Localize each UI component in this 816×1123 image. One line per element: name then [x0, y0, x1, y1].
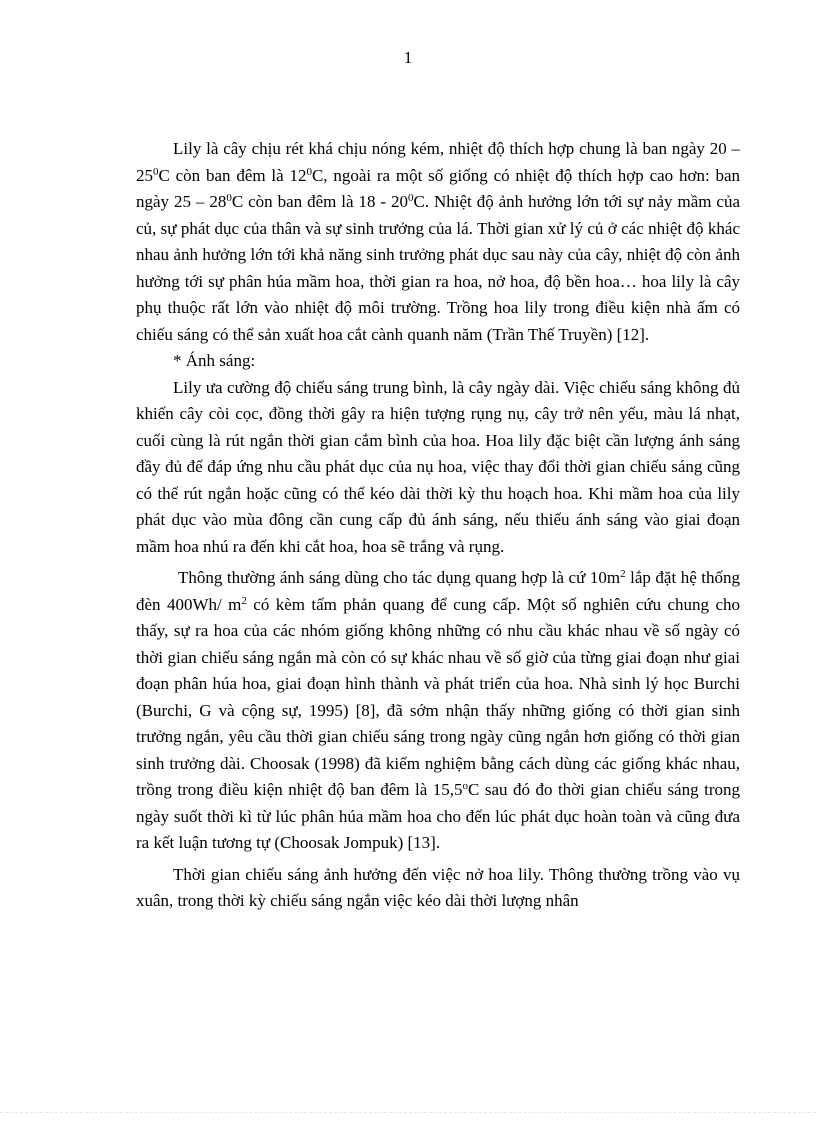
- text-run: Lily là cây chịu rét khá chịu nóng kém, nhiệt độ thích hợp chung là ban ngày 20 – 25: [136, 139, 740, 185]
- superscript: 0: [306, 165, 312, 178]
- paragraph-photosynthesis: [136, 565, 740, 857]
- text-run: có kèm tấm phản quang để cung cấp. Một số nghiên cứu chung cho thấy, sự ra hoa của các nhóm giống không những có nhu cầu khác nhau về số ngày có thời gian chiếu sáng ngắn mà còn có sự khác nhau về số giờ của từng giai đoạn như giai đoạn phân húa hoa, giai đoạn hình thành và phát triển của hoa. Nhà sinh lý học Burchi (Burchi, G và cộng sự, 1995) [8], đã sớm nhận thấy những giống có thời gian sinh trưởng ngắn, yêu cầu thời gian chiếu sáng trong ngày cũng ngắn hơn giống có thời gian sinh trưởng dài. Choosak (1998) đã kiểm nghiệm bằng cách dùng các giống khác nhau, trồng trong điều kiện nhiệt độ ban đêm là 15,5: [136, 594, 740, 799]
- text-run: C sau đó đo thời gian chiếu sáng trong ngày suốt thời kì từ lúc phân húa mầm hoa cho đến lúc phát dục hoàn toàn và cũng đưa ra kết luận tương tự (Choosak Jompuk) [13].: [136, 780, 740, 852]
- text-run: lắp đặt hệ thống đèn 400Wh/ m: [136, 568, 740, 614]
- superscript: 2: [620, 568, 626, 580]
- superscript: 0: [226, 192, 232, 204]
- text-run: C. Nhiệt độ ảnh hưởng lớn tới sự nảy mầm của củ, sự phát dục của thân và sự sinh trưởng của lá. Thời gian xử lý củ ở các nhiệt độ khác nhau ảnh hưởng lớn tới khả năng sinh trưởng phát dục sau này của cây, nhiệt độ còn ảnh hưởng tới sự phân húa mầm hoa, thời gian ra hoa, nở hoa, độ bền hoa… hoa lily là cây phụ thuộc rất lớn vào nhiệt độ môi trường. Trồng hoa lily trong điều kiện nhà ấm có chiếu sáng có thể sản xuất hoa cắt cành quanh năm (Trần Thế Truyền) [12].: [136, 192, 740, 344]
- superscript: 2: [241, 594, 247, 607]
- paragraph-light: Lily ưa cường độ chiếu sáng trung bình, là cây ngày dài. Việc chiếu sáng không đủ khiến cây còi cọc, đồng thời gây ra hiện tượng rụng nụ, cây trở nên yếu, màu lá nhạt, cuối cùng là rút ngắn thời gian cắm bình của hoa. Hoa lily đặc biệt cần lượng ánh sáng đầy đủ để đáp ứng nhu cầu phát dục của nụ hoa, việc thay đổi thời gian chiếu sáng cũng có thể rút ngắn hoặc cũng có thể kéo dài thời kỳ thu hoạch hoa. Khi mầm hoa của lily phát dục vào mùa đông cần cung cấp đủ ánh sáng, nếu thiếu ánh sáng vào giai đoạn mầm hoa nhú ra đến khi cắt hoa, hoa sẽ trắng và rụng.: [136, 377, 740, 556]
- text-run: C còn ban đêm là 12: [158, 165, 307, 185]
- paragraph-flowering: Thời gian chiếu sáng ảnh hưởng đến việc nở hoa lily. Thông thường trồng vào vụ xuân, trong thời kỳ chiếu sáng ngắn việc kéo dài thời lượng nhân: [136, 864, 740, 910]
- text-run: C còn ban đêm là 18 - 20: [231, 192, 408, 211]
- body-text: [136, 136, 740, 915]
- paragraph-temperature: [136, 136, 740, 348]
- text-run: Thông thường ánh sáng dùng cho tác dụng quang hợp là cứ 10m: [178, 568, 621, 587]
- page-number: 1: [403, 48, 413, 67]
- superscript: 0: [153, 165, 159, 178]
- superscript: 0: [407, 192, 414, 204]
- text-run: C, ngoài ra một số giống có nhiệt độ thích hợp cao hơn: ban ngày 25 – 28: [136, 165, 741, 211]
- page-bottom-divider: [0, 1112, 816, 1113]
- heading-light: * Ánh sáng:: [173, 351, 256, 370]
- superscript: o: [462, 780, 469, 792]
